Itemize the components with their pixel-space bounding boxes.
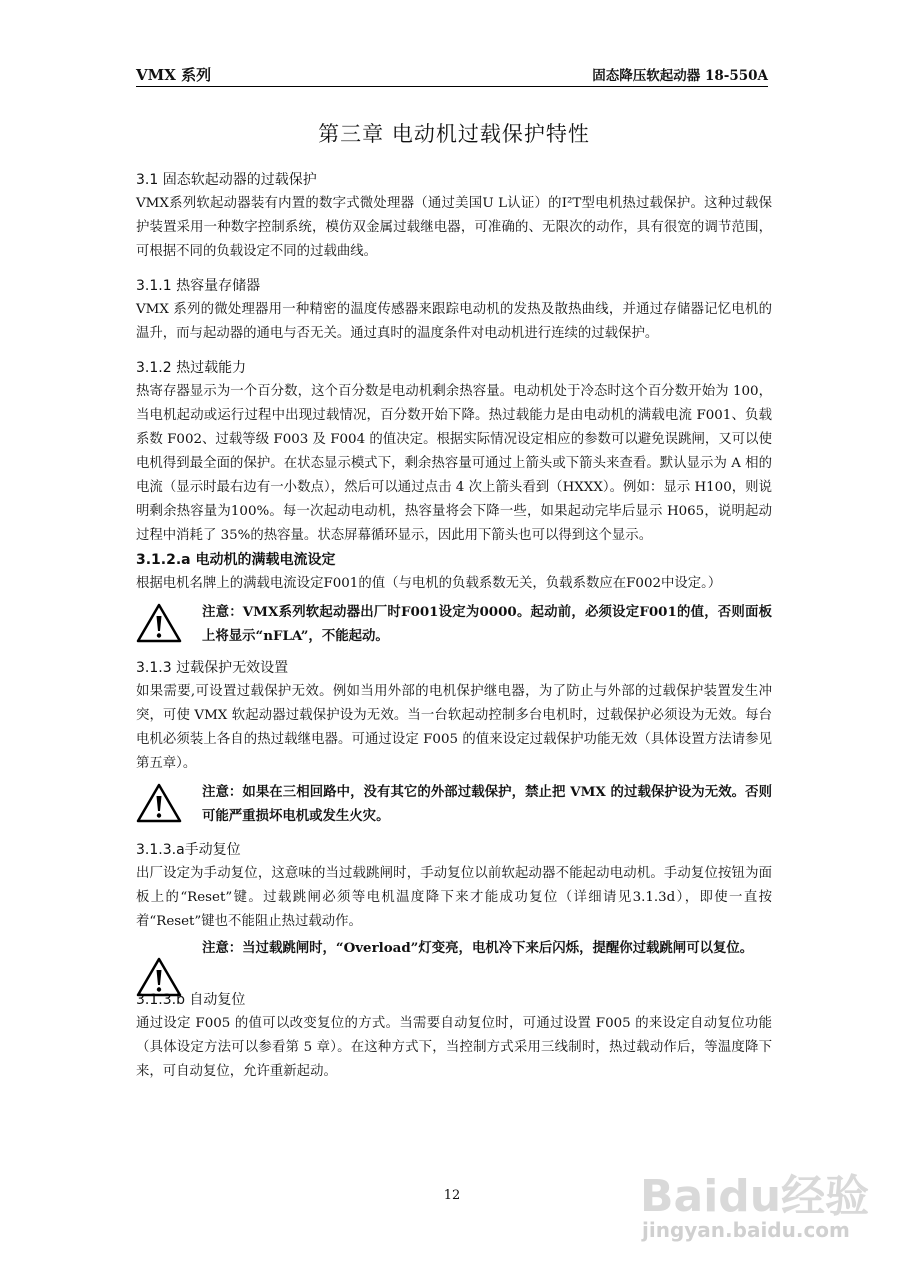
page-header [136, 62, 768, 87]
section-text-3-1-1: VMX 系列的微处理器用一种精密的温度传感器来跟踪电动机的发热及散热曲线，并通过存储器记忆电机的温升，而与起动器的通电与否无关。通过真时的温度条件对电动机进行连续的过载保护。 [136, 302, 772, 341]
warning-note-2 [136, 780, 772, 828]
section-heading-3-1-3: 3.1.3 过载保护无效设置 [136, 660, 289, 676]
section-heading-3-1-2-a: 3.1.2.a 电动机的满载电流设定 [136, 552, 336, 568]
warning-triangle-icon [136, 956, 182, 998]
warning-triangle-icon [136, 782, 182, 824]
warning-triangle-icon [136, 602, 182, 644]
page-number: 12 [443, 1188, 461, 1203]
warning-note-1-text: 注意：VMX系列软起动器出厂时F001设定为0000。起动前，必须设定F001的值，否则面板上将显示“nFLA”，不能起动。 [202, 604, 772, 644]
section-text-3-1-3-b: 通过设定 F005 的值可以改变复位的方式。当需要自动复位时，可通过设置 F005 的来设定自动复位功能（具体设定方法可以参看第 5 章）。在这种方式下，当控制方式采用三线制时，热过载动作后，等温度降下来，可自动复位，允许重新起动。 [136, 1016, 772, 1079]
warning-note-1 [136, 600, 772, 648]
section-heading-3-1-1: 3.1.1 热容量存储器 [136, 278, 261, 294]
baidu-watermark [620, 1160, 880, 1250]
section-text-3-1-3: 如果需要,可设置过载保护无效。例如当用外部的电机保护继电器，为了防止与外部的过载保护装置发生冲突，可使 VMX 软起动器过载保护设为无效。当一台软起动控制多台电机时，过载保护必须设为无效。每台电机必须装上各自的热过载继电器。可通过设定 F005 的值来设定过载保护功能无效（具体设置方法请参见第五章）。 [136, 684, 772, 771]
section-heading-3-1-2: 3.1.2 热过载能力 [136, 360, 247, 376]
warning-note-3-text: 注意：当过载跳闸时，“Overload”灯变亮，电机冷下来后闪烁，提醒你过载跳闸可以复位。 [202, 940, 754, 956]
section-heading-3-1: 3.1 固态软起动器的过载保护 [136, 172, 317, 188]
watermark-brand: Baidu经验 [640, 1171, 870, 1222]
warning-note-2-text: 注意：如果在三相回路中，没有其它的外部过载保护，禁止把 VMX 的过载保护设为无效。否则可能严重损坏电机或发生火灾。 [202, 784, 772, 824]
header-product: 固态降压软起动器 18-550A [592, 68, 768, 84]
section-text-3-1: VMX系列软起动器装有内置的数字式微处理器（通过美国U L认证）的I²T型电机热过载保护。这种过载保护装置采用一种数字控制系统，模仿双金属过载继电器，可准确的、无限次的动作，具有很宽的调节范围，可根据不同的负载设定不同的过载曲线。 [136, 196, 772, 259]
chapter-title: 第三章 电动机过载保护特性 [318, 122, 590, 146]
section-heading-3-1-3-a: 3.1.3.a手动复位 [136, 842, 241, 858]
section-heading-3-1-3-b: 3.1.3.b 自动复位 [136, 992, 246, 1008]
warning-note-3 [136, 936, 772, 960]
section-text-3-1-2: 热寄存器显示为一个百分数，这个百分数是电动机剩余热容量。电动机处于冷态时这个百分数开始为 100，当电机起动或运行过程中出现过载情况，百分数开始下降。热过载能力是由电动机的满载电流 F001、负载系数 F002、过载等级 F003 及 F004 的值决定。根据实际情况设定相应的参数可以避免误跳闸，又可以使电机得到最全面的保护。在状态显示模式下，剩余热容量可通过上箭头或下箭头来查看。默认显示为 A 相的电流（显示时最右边有一小数点），然后可以通过点击 4 次上箭头看到（HXXX）。例如：显示 H100，则说明剩余热容量为100%。每一次起动电动机，热容量将会下降一些，如果起动完毕后显示 H065，说明起动过程中消耗了 35%的热容量。状态屏幕循环显示，因此用下箭头也可以得到这个显示。 [136, 384, 772, 543]
section-text-3-1-2-a: 根据电机名牌上的满载电流设定F001的值（与电机的负载系数无关，负载系数应在F002中设定。） [136, 576, 722, 591]
watermark-url: jingyan.baidu.com [642, 1218, 850, 1242]
page-content [136, 118, 772, 1094]
section-text-3-1-3-a: 出厂设定为手动复位，这意味的当过载跳闸时，手动复位以前软起动器不能起动电动机。手动复位按钮为面板上的“Reset”键。过载跳闸必须等电机温度降下来才能成功复位（详细请见3.1.3d），即使一直按着“Reset”键也不能阻止热过载动作。 [136, 866, 772, 929]
header-series: VMX 系列 [136, 66, 212, 84]
